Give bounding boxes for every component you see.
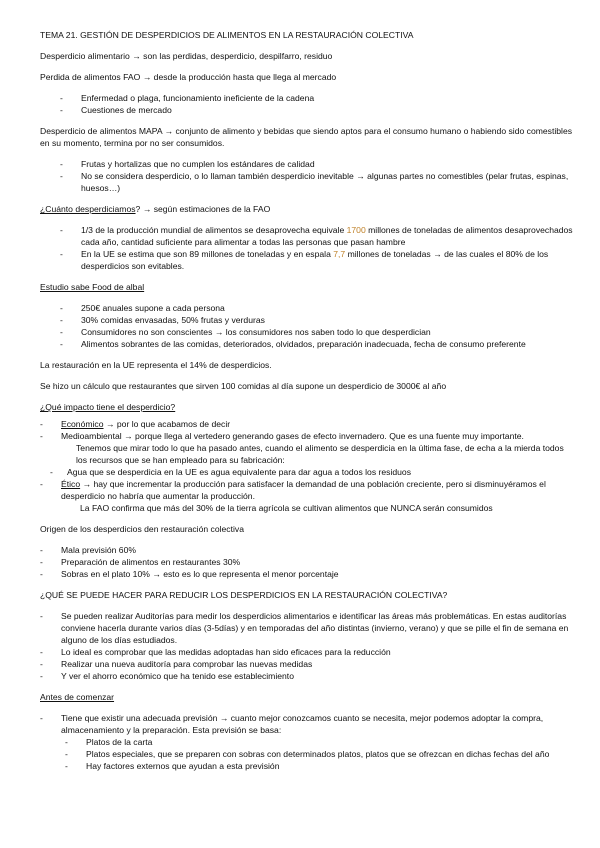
antes-list <box>40 712 575 772</box>
list-item: - Tiene que existir una adecuada previsión → cuanto mejor conozcamos cuanto se necesita, mejor podemos adoptar la compra, almacenamiento y la preparación. Esta previsión se basa: <box>40 712 575 736</box>
paragraph-fao-loss: Perdida de alimentos FAO → desde la producción hasta que llega al mercado <box>40 72 337 82</box>
list-item: - No se considera desperdicio, o lo llaman también desperdicio inevitable → algunas partes no comestibles (pelar frutas, espinas, huesos…) <box>40 170 575 194</box>
list-item: - Frutas y hortalizas que no cumplen los estándares de calidad <box>40 158 575 170</box>
list-item: - Preparación de alimentos en restaurantes 30% <box>40 556 575 568</box>
impact-medioambiental-cont: Tenemos que mirar todo lo que ha pasado antes, cuando el alimento se desperdicia en la última fase, de echa a la mierda todos los recursos que se han empleado para su fabricación: <box>76 443 564 465</box>
paragraph-origen: Origen de los desperdicios den restauración colectiva <box>40 524 244 534</box>
list-item: - Consumidores no son conscientes → los consumidores nos saben todo lo que desperdician <box>40 326 575 338</box>
list-item: - 30% comidas envasadas, 50% frutas y verduras <box>40 314 575 326</box>
label: Económico <box>61 419 104 429</box>
reducir-list <box>40 610 575 682</box>
fao-loss-list <box>40 92 575 116</box>
list-item: - Alimentos sobrantes de las comidas, deteriorados, olvidados, preparación inadecuada, fecha de consumo preferente <box>40 338 575 350</box>
list-item: - Se pueden realizar Auditorías para medir los desperdicios alimentarios e identificar las áreas más problemáticas. En estas auditorías conviene hacerla durante varios días (3-5días) y en temporadas del año distintas (invierno, verano) y que se pille el fin de semana en alguno de los días estudiados. <box>40 610 575 646</box>
list-item <box>40 224 575 248</box>
impact-fao: La FAO confirma que más del 30% de la tierra agrícola se cultivan alimentos que NUNCA serán consumidos <box>80 503 493 513</box>
heading-cuanto <box>40 203 575 215</box>
text: 1/3 de la producción mundial de alimentos se desaprovecha equivale <box>81 225 347 235</box>
heading-impacto: ¿Qué impacto tiene el desperdicio? <box>40 402 176 412</box>
paragraph-ue: La restauración en la UE representa el 14% de desperdicios. <box>40 360 272 370</box>
list-item: - Realizar una nueva auditoría para comprobar las nuevas medidas <box>40 658 575 670</box>
impact-agua: - Agua que se desperdicia en la UE es agua equivalente para dar agua a todos los residuos <box>40 466 575 478</box>
text: En la UE se estima que son 89 millones de toneladas y en espala <box>81 249 334 259</box>
impact-etico <box>40 478 575 502</box>
list-item: - Mala previsión 60% <box>40 544 575 556</box>
sub-list-item: - Platos de la carta <box>40 736 575 748</box>
paragraph-definition: Desperdicio alimentario → son las perdidas, desperdicio, despilfarro, residuo <box>40 51 333 61</box>
impact-medioambiental: - Medioambiental → porque llega al vertedero generando gases de efecto invernadero. Que es una fuente muy importante. <box>40 430 575 442</box>
list-item <box>40 248 575 272</box>
heading-cuanto-underlined: ¿Cuánto desperdiciamos <box>40 204 136 214</box>
paragraph-mapa: Desperdicio de alimentos MAPA → conjunto de alimento y bebidas que siendo aptos para el consumo humano o habiendo sido comestibles en su momento, termina por no ser consumidos. <box>40 126 573 148</box>
list-item: - Lo ideal es comprobar que las medidas adoptadas han sido eficaces para la reducción <box>40 646 575 658</box>
list-item: - Enfermedad o plaga, funcionamiento ineficiente de la cadena <box>40 92 575 104</box>
document-page <box>40 29 575 772</box>
heading-antes: Antes de comenzar <box>40 692 115 702</box>
sub-list-item: - Hay factores externos que ayudan a esta previsión <box>40 760 575 772</box>
list-item: - 250€ anuales supone a cada persona <box>40 302 575 314</box>
origen-list <box>40 544 575 580</box>
list-item: - Cuestiones de mercado <box>40 104 575 116</box>
highlight-number: 7,7 <box>333 249 346 259</box>
heading-cuanto-rest: ? → según estimaciones de la FAO <box>135 204 271 214</box>
impact-list <box>40 418 575 514</box>
heading-estudio: Estudio sabe Food de albal <box>40 282 145 292</box>
text: millones de toneladas de alimentos desaprovechados cada año, cantidad suficiente para alimentar a todas las personas que pasan hambre <box>81 225 573 247</box>
paragraph-calculo: Se hizo un cálculo que restaurantes que sirven 100 comidas al día supone un desperdicio de 3000€ al año <box>40 381 447 391</box>
document-title: TEMA 21. GESTIÓN DE DESPERDICIOS DE ALIMENTOS EN LA RESTAURACIÓN COLECTIVA <box>40 30 414 40</box>
list-item: - Sobras en el plato 10% → esto es lo que representa el menor porcentaje <box>40 568 575 580</box>
text: → por lo que acabamos de decir <box>103 419 231 429</box>
highlight-number: 1700 <box>346 225 366 235</box>
heading-reducir: ¿QUÉ SE PUEDE HACER PARA REDUCIR LOS DESPERDICIOS EN LA RESTAURACIÓN COLECTIVA? <box>40 590 448 600</box>
text: millones de toneladas → de las cuales el 80% de los desperdicios son evitables. <box>81 249 549 271</box>
estudio-list <box>40 302 575 350</box>
impact-economico <box>40 418 575 430</box>
list-item: - Y ver el ahorro económico que ha tenido ese establecimiento <box>40 670 575 682</box>
label: Ético <box>61 479 81 489</box>
mapa-list <box>40 158 575 194</box>
text: → hay que incrementar la producción para satisfacer la demandad de una población creciente, pero si disminuyéramos el desperdicio no habría que aumentar la producción. <box>61 479 546 501</box>
sub-list-item: - Platos especiales, que se preparen con sobras con determinados platos, platos que se ofrezcan en dichas fechas del año <box>40 748 575 760</box>
estimates-list <box>40 224 575 272</box>
